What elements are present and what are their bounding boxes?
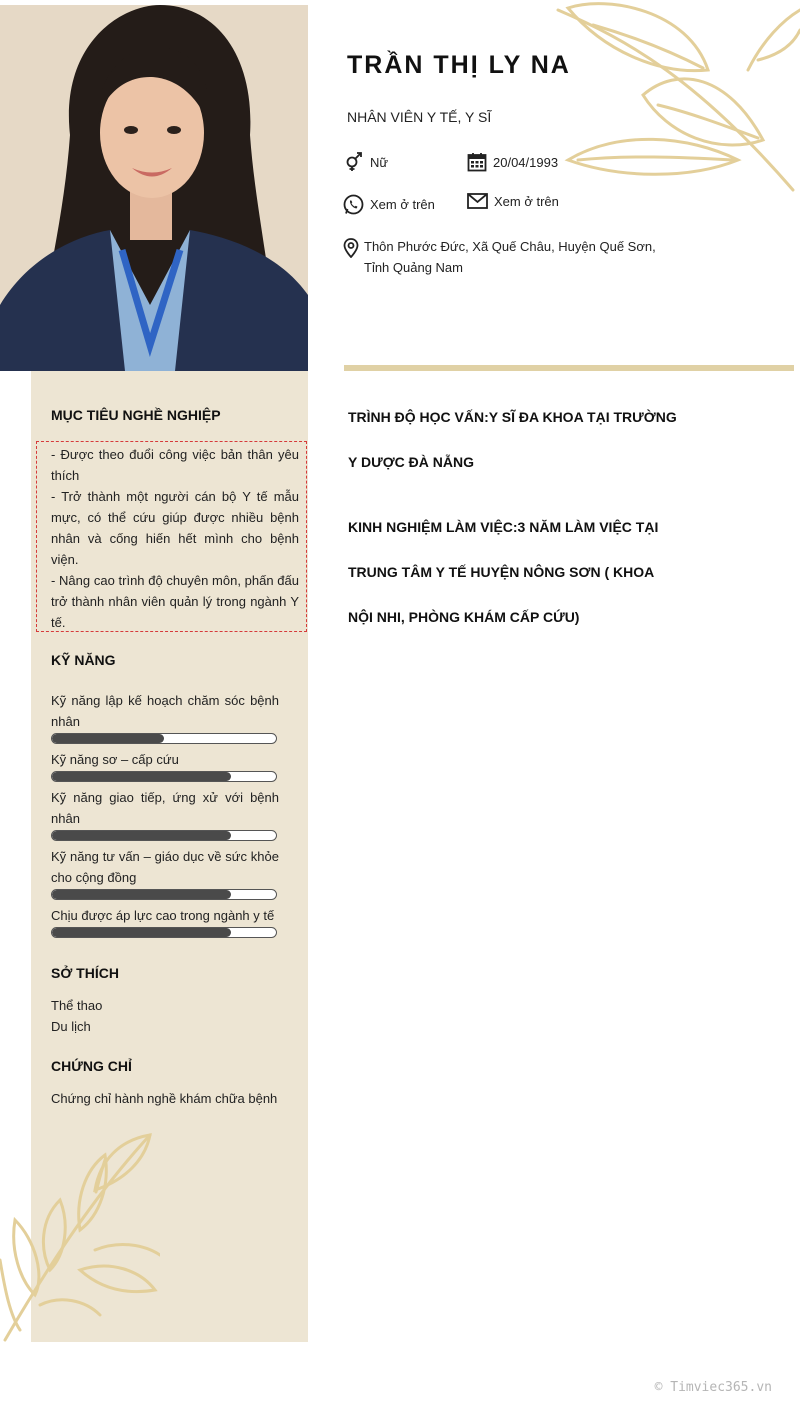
- skill-label: Kỹ năng giao tiếp, ứng xử với bệnh nhân: [51, 790, 279, 826]
- leaf-decoration-bottom: [0, 1130, 160, 1345]
- skill-bar-fill: [52, 734, 164, 743]
- skill-bar: [51, 927, 277, 938]
- hobby-item: Thể thao: [51, 998, 103, 1013]
- hobbies-heading: SỞ THÍCH: [51, 965, 119, 981]
- birthdate-value: 20/04/1993: [493, 154, 559, 170]
- calendar-icon: [467, 152, 487, 172]
- profile-photo: [0, 5, 308, 371]
- skill-bar: [51, 733, 277, 744]
- address-row: [343, 236, 673, 278]
- skill-bar-fill: [52, 928, 231, 937]
- skill-label: Kỹ năng tư vấn – giáo dục về sức khỏe cho cộng đồng: [51, 849, 279, 885]
- skill-bar: [51, 889, 277, 900]
- gender-icon: [344, 152, 364, 172]
- objective-box[interactable]: [36, 441, 307, 632]
- job-title: NHÂN VIÊN Y TẾ, Y SĨ: [347, 109, 492, 125]
- address-value: Thôn Phước Đức, Xã Quế Châu, Huyện Quế Sơn, Tỉnh Quảng Nam: [364, 239, 656, 275]
- skill-bar-fill: [52, 831, 231, 840]
- hobbies-list: [51, 995, 102, 1037]
- email-value: Xem ở trên: [494, 193, 559, 209]
- phone-icon: [343, 194, 364, 215]
- skill-label: Chịu được áp lực cao trong ngành y tế: [51, 908, 275, 923]
- mail-icon: [467, 192, 488, 210]
- certificate-item: Chứng chỉ hành nghề khám chữa bệnh: [51, 1091, 278, 1106]
- header-divider: [344, 365, 794, 371]
- phone-value: Xem ở trên: [370, 197, 435, 212]
- objective-heading: MỤC TIÊU NGHỀ NGHIỆP: [51, 407, 221, 423]
- watermark: © Timviec365.vn: [654, 1380, 772, 1395]
- skills-heading: KỸ NĂNG: [51, 652, 116, 668]
- skill-label: Kỹ năng sơ – cấp cứu: [51, 752, 179, 767]
- skill-label: Kỹ năng lập kế hoạch chăm sóc bệnh nhân: [51, 693, 279, 729]
- leaf-decoration-top: [548, 0, 800, 200]
- experience-text: KINH NGHIỆM LÀM VIỆC:3 NĂM LÀM VIỆC TẠI TRUNG TÂM Y TẾ HUYỆN NÔNG SƠN ( KHOA NỘI NHI, PHÒNG KHÁM CẤP CỨU): [348, 519, 659, 625]
- skill-bar-fill: [52, 890, 231, 899]
- objective-item: - Được theo đuổi công việc bản thân yêu thích: [51, 447, 299, 483]
- hobby-item: Du lịch: [51, 1019, 91, 1034]
- certificates-list: [51, 1088, 277, 1109]
- objective-item: - Nâng cao trình độ chuyên môn, phấn đấu trở thành nhân viên quản lý trong ngành Y tế.: [51, 573, 299, 630]
- skill-item: [51, 846, 279, 900]
- location-pin-icon: [343, 238, 359, 258]
- email-row: [467, 192, 559, 210]
- candidate-name: TRẦN THỊ LY NA: [347, 51, 571, 79]
- skill-bar-fill: [52, 772, 231, 781]
- skill-item: [51, 749, 279, 782]
- skill-item: [51, 905, 279, 938]
- birthdate-row: [467, 152, 558, 172]
- skill-item: [51, 787, 279, 841]
- gender-row: [344, 152, 388, 172]
- certificates-heading: CHỨNG CHỈ: [51, 1058, 132, 1074]
- objective-item: - Trở thành một người cán bộ Y tế mẫu mực, có thể cứu giúp được nhiều bệnh nhân và cống hiến hết mình cho bệnh viện.: [51, 489, 299, 567]
- phone-row: [343, 194, 435, 215]
- gender-value: Nữ: [370, 154, 389, 170]
- skills-list: [51, 690, 279, 943]
- skill-item: [51, 690, 279, 744]
- skill-bar: [51, 830, 277, 841]
- education-text: TRÌNH ĐỘ HỌC VẤN:Y SĨ ĐA KHOA TẠI TRƯỜNG Y DƯỢC ĐÀ NẴNG: [348, 409, 677, 470]
- skill-bar: [51, 771, 277, 782]
